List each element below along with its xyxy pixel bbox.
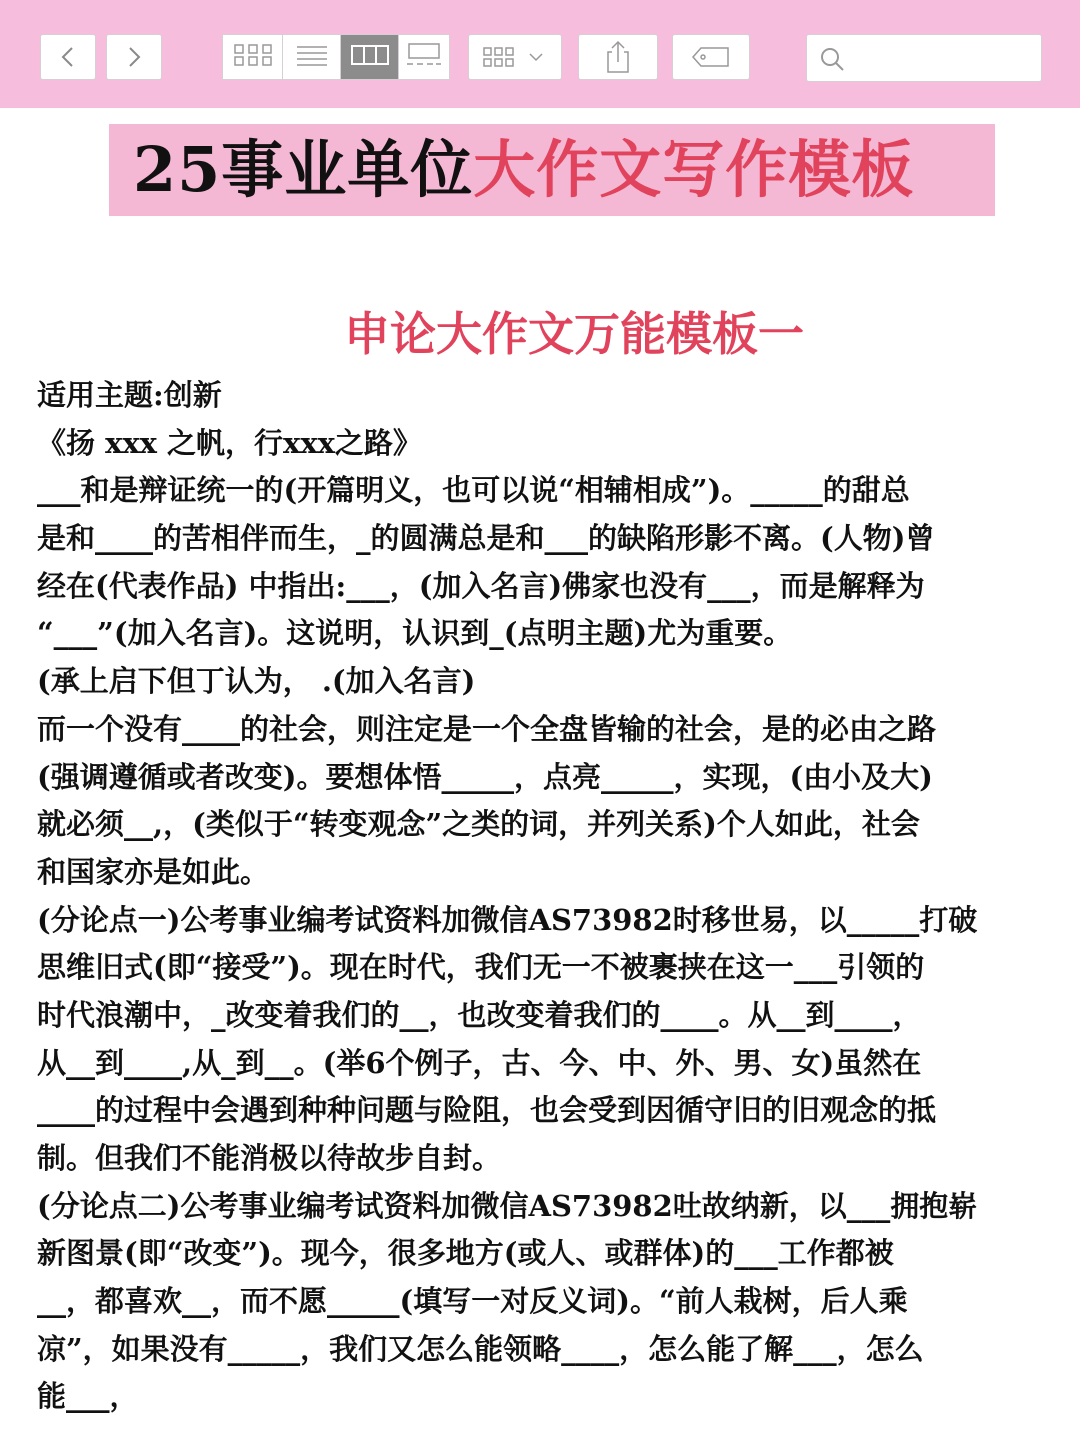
chevron-left-icon xyxy=(58,45,78,69)
finder-toolbar xyxy=(0,0,1080,108)
section-title: 申论大作文万能模板一 xyxy=(344,307,804,361)
body-line: 思维旧式(即“接受”)。现在时代，我们无一不被裹挟在这一___引领的 xyxy=(37,950,925,985)
search-icon xyxy=(819,46,845,76)
title-banner xyxy=(109,124,995,216)
body-line: (分论点一)公考事业编考试资料加微信AS73982时移世易，以_____打破 xyxy=(37,902,978,937)
title-black-part: 25事业单位 xyxy=(133,133,474,206)
group-grid-icon xyxy=(480,45,550,69)
body-line: (强调遵循或者改变)。要想体悟_____，点亮_____，实现，(由小及大) xyxy=(37,759,933,794)
body-line: 经在(代表作品) 中指出:___，(加入名言)佛家也没有___，而是解释为 xyxy=(37,568,925,603)
body-line: 和国家亦是如此。 xyxy=(37,854,270,889)
tag-icon xyxy=(691,45,731,69)
search-field[interactable] xyxy=(806,34,1042,82)
body-line: 凉”，如果没有_____，我们又怎么能领略____，怎么能了解___，怎么 xyxy=(37,1331,924,1366)
body-line: 就必须__,，(类似于“转变观念”之类的词，并列关系)个人如此，社会 xyxy=(37,807,920,842)
list-view-button[interactable] xyxy=(282,34,340,80)
body-line: 从__到____,从_到__。(举6个例子，古、今、中、外、男、女)虽然在 xyxy=(37,1045,922,1080)
tag-button[interactable] xyxy=(672,34,750,80)
list-view-icon xyxy=(295,44,329,70)
body-line: 时代浪潮中，_改变着我们的__，也改变着我们的____。从__到____， xyxy=(37,997,922,1032)
body-line: (分论点二)公考事业编考试资料加微信AS73982吐故纳新，以___拥抱崭 xyxy=(37,1188,978,1223)
body-line: 能___， xyxy=(37,1379,139,1414)
share-button[interactable] xyxy=(578,34,658,80)
body-line: 制。但我们不能消极以待故步自封。 xyxy=(37,1141,502,1175)
page-title xyxy=(133,132,914,208)
column-view-icon xyxy=(350,44,390,70)
body-line: 是和____的苦相伴而生，_的圆满总是和___的缺陷形影不离。(人物)曾 xyxy=(37,521,935,556)
group-button[interactable] xyxy=(468,34,562,80)
grid-view-button[interactable] xyxy=(222,34,282,80)
view-switcher xyxy=(222,34,450,80)
document-body xyxy=(37,372,1047,1421)
forward-button[interactable] xyxy=(106,34,162,80)
body-line: ____的过程中会遇到种种问题与险阻，也会受到因循守旧的旧观念的抵 xyxy=(37,1093,937,1128)
body-line: 适用主题:创新 xyxy=(37,378,222,412)
body-line: __，都喜欢__，而不愿_____(填写一对反义词)。“前人栽树，后人乘 xyxy=(37,1284,908,1319)
body-line: 而一个没有____的社会，则注定是一个全盘皆输的社会，是的必由之路 xyxy=(37,711,937,746)
column-view-button[interactable] xyxy=(340,34,398,80)
title-red-part: 大作文写作模板 xyxy=(473,133,915,206)
back-button[interactable] xyxy=(40,34,96,80)
search-input[interactable] xyxy=(853,43,1037,75)
chevron-right-icon xyxy=(124,45,144,69)
body-line: ___和是辩证统一的(开篇明义，也可以说“相辅相成”)。_____的甜总 xyxy=(37,473,910,508)
share-icon xyxy=(603,40,633,74)
body-line: “___”(加入名言)。这说明，认识到_(点明主题)尤为重要。 xyxy=(37,616,793,651)
gallery-view-icon xyxy=(405,42,443,72)
body-line: 《扬 xxx 之帆，行xxx之路》 xyxy=(37,425,422,460)
grid-view-icon xyxy=(233,43,273,71)
body-line: 新图景(即“改变”)。现今，很多地方(或人、或群体)的___工作都被 xyxy=(37,1236,894,1271)
gallery-view-button[interactable] xyxy=(398,34,450,80)
body-line: (承上启下但丁认为， .(加入名言) xyxy=(37,664,476,699)
